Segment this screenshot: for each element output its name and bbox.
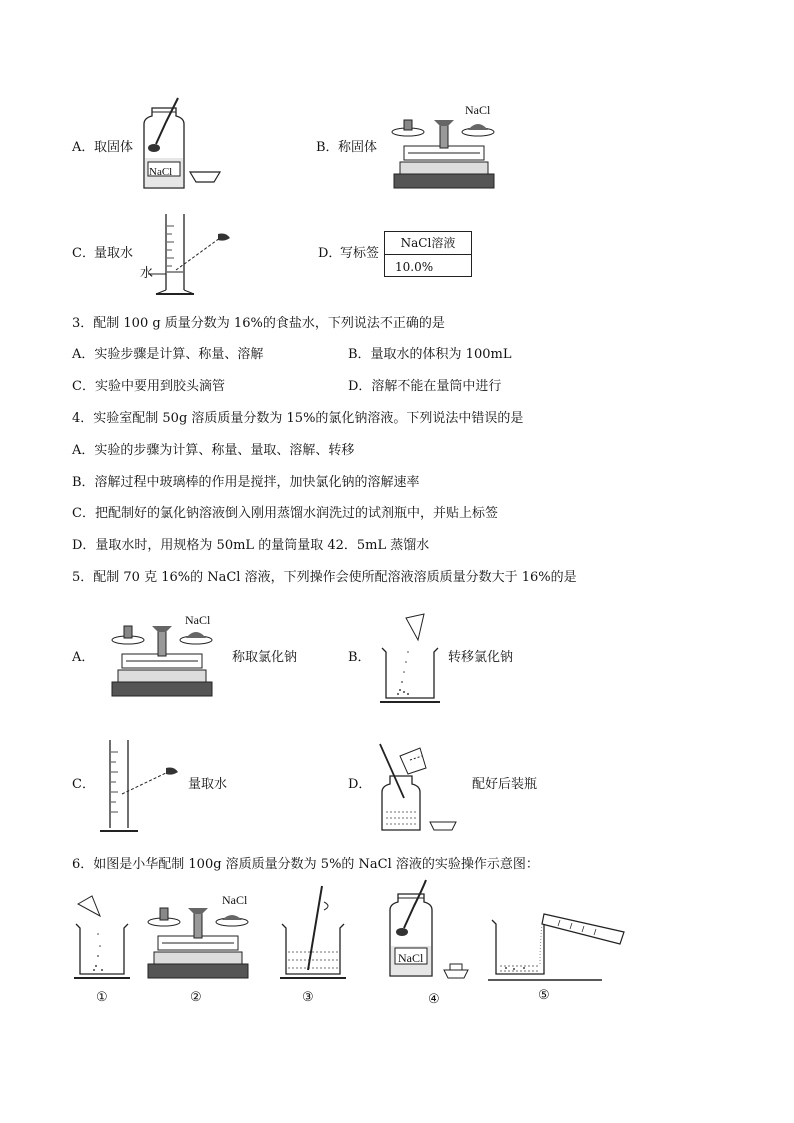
- q3-option-b: B．量取水的体积为 100mL: [348, 347, 512, 362]
- figure-a-nacl-label: NaCl: [149, 166, 173, 178]
- figure-b-nacl-label: NaCl: [465, 103, 491, 117]
- q5-option-a-text: 称取氯化钠: [232, 650, 298, 665]
- figure-q5-cylinder-eye: [98, 738, 188, 834]
- q2-option-c-letter: C．: [72, 246, 95, 261]
- q4-option-d: D．量取水时，用规格为 50mL 的量筒量取 42．5mL 蒸馏水: [72, 538, 430, 553]
- figure-q6-step4-nacl-label: NaCl: [398, 951, 424, 965]
- q2-option-a-text: 取固体: [94, 140, 134, 155]
- q4-option-a: A．实验的步骤为计算、称量、量取、溶解、转移: [72, 443, 355, 458]
- q3-option-c: C．实验中要用到胶头滴管: [72, 379, 225, 394]
- figure-d-label: [384, 231, 472, 277]
- figure-q6-step3-stirring: [278, 884, 348, 984]
- figure-q6-step2-balance: [142, 898, 254, 982]
- q5-option-b-text: 转移氯化钠: [448, 650, 514, 665]
- q2-option-b-letter: B．: [316, 140, 339, 155]
- label-solution-value: 10.0%: [395, 260, 434, 274]
- q5-stem: 5．配制 70 克 16%的 NaCl 溶液，下列操作会使所配溶液溶质质量分数大于 16%的是: [72, 570, 577, 585]
- figure-q5-bottle-filling: [372, 742, 472, 834]
- q4-option-b: B．溶解过程中玻璃棒的作用是搅拌，加快氯化钠的溶解速率: [72, 475, 420, 490]
- q5-option-c-text: 量取水: [188, 777, 228, 792]
- figure-q5-nacl-label: NaCl: [185, 613, 211, 627]
- figure-balance: [388, 110, 500, 192]
- q6-step-number-4: ④: [428, 992, 440, 1007]
- q5-option-d-letter: D．: [348, 777, 372, 792]
- q2-option-b-text: 称固体: [338, 140, 378, 155]
- q2-option-d-letter: D．: [318, 246, 342, 261]
- q6-step-number-2: ②: [190, 990, 202, 1005]
- q2-option-d-text: 写标签: [340, 246, 380, 261]
- q6-step-number-3: ③: [302, 990, 314, 1005]
- figure-q5-beaker-transfer: [378, 612, 442, 704]
- figure-q6-step5-pouring: [488, 904, 628, 986]
- figure-q6-nacl-label: NaCl: [222, 893, 248, 907]
- label-solution-name: NaCl溶液: [385, 232, 471, 255]
- q4-stem: 4．实验室配制 50g 溶质质量分数为 15%的氯化钠溶液。下列说法中错误的是: [72, 411, 524, 426]
- q6-stem: 6．如图是小华配制 100g 溶质质量分数为 5%的 NaCl 溶液的实验操作示意图：: [72, 857, 539, 872]
- q5-option-d-text: 配好后装瓶: [472, 777, 538, 792]
- figure-q6-step4-bottle: [384, 878, 474, 982]
- q5-option-a-letter: A．: [72, 650, 95, 665]
- q3-stem: 3．配制 100 g 质量分数为 16%的食盐水，下列说法不正确的是: [72, 316, 445, 331]
- q2-option-c-text: 量取水: [94, 246, 134, 261]
- q6-step-number-1: ①: [96, 990, 108, 1005]
- q5-option-b-letter: B．: [348, 650, 371, 665]
- q3-option-d: D．溶解不能在量筒中进行: [348, 379, 502, 394]
- figure-cylinder-eye: [150, 210, 240, 298]
- figure-q6-step1: [72, 894, 132, 984]
- q5-option-c-letter: C．: [72, 777, 95, 792]
- q4-option-c: C．把配制好的氯化钠溶液倒入刚用蒸馏水润洗过的试剂瓶中，并贴上标签: [72, 506, 498, 521]
- q6-step-number-5: ⑤: [538, 988, 550, 1003]
- q2-option-a-letter: A．: [72, 140, 95, 155]
- q3-option-a: A．实验步骤是计算、称量、溶解: [72, 347, 264, 362]
- figure-c-water-label: 水: [140, 266, 154, 281]
